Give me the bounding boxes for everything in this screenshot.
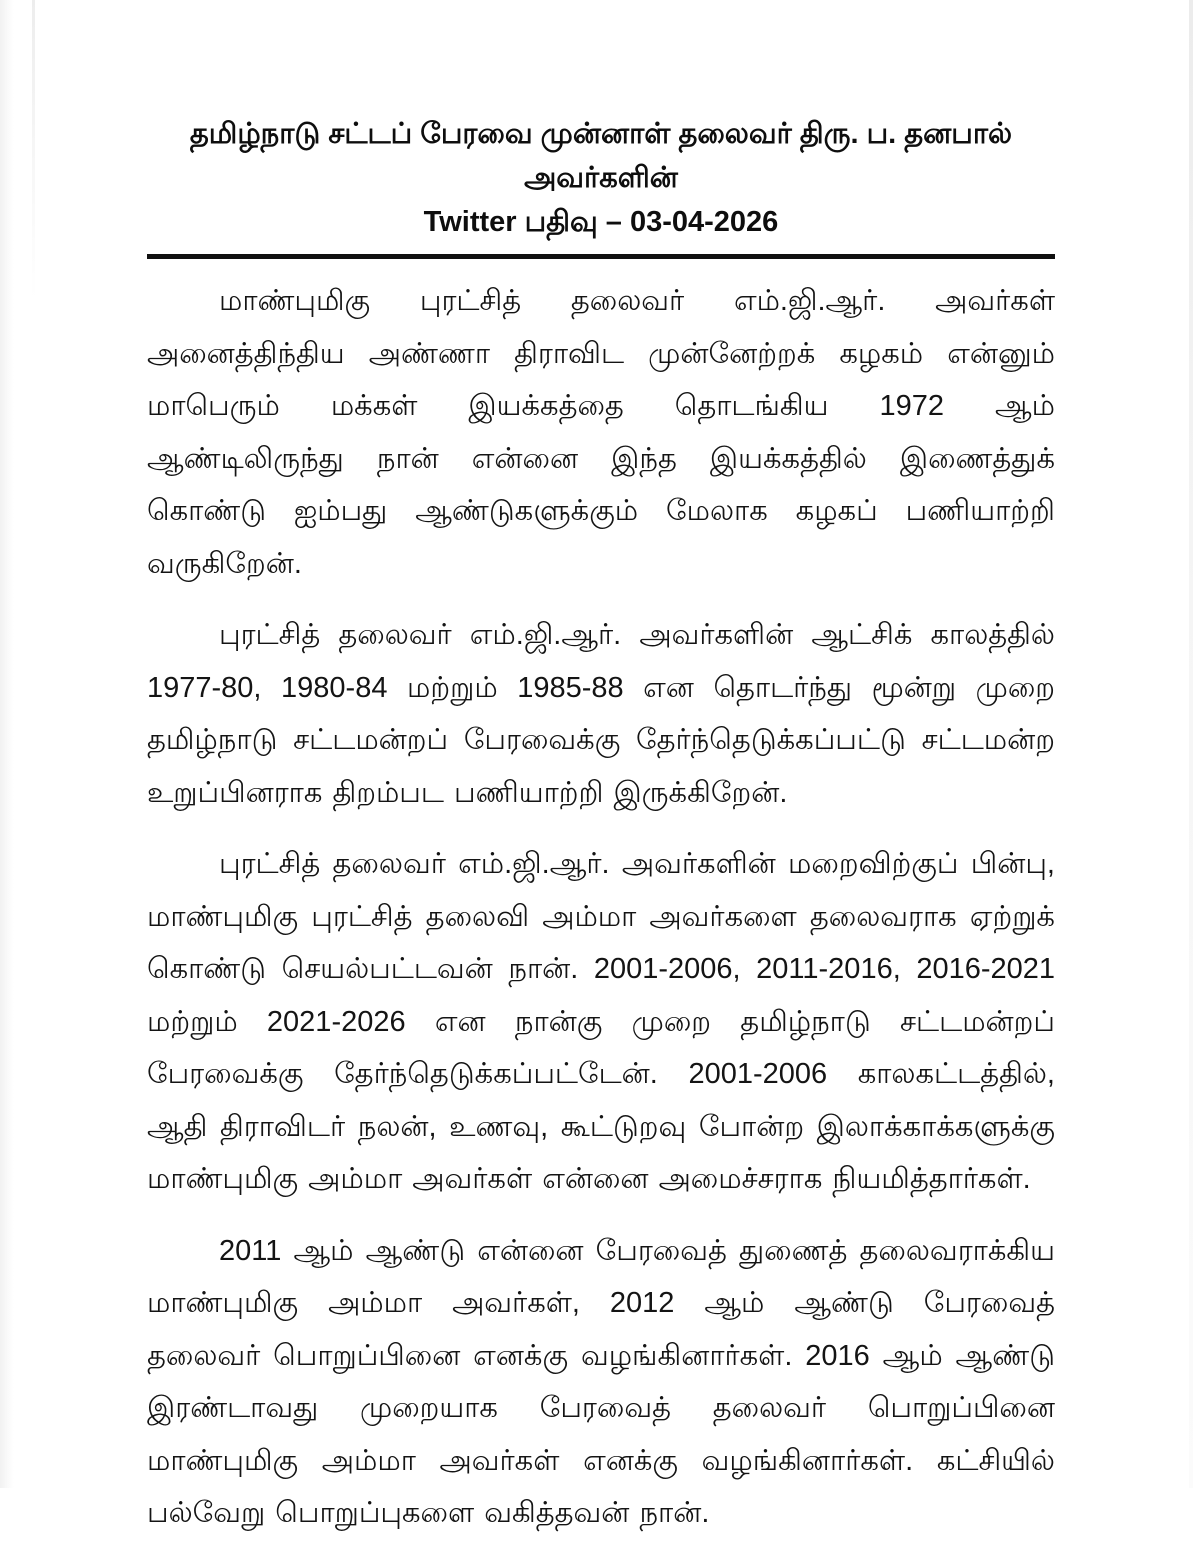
paragraph-4: 2011 ஆம் ஆண்டு என்னை பேரவைத் துணைத் தலைவராக்கிய மாண்புமிகு அம்மா அவர்கள், 2012 ஆம் ஆண்டு பேரவைத் தலைவர் பொறுப்பினை எனக்கு வழங்கினார்கள். 2016 ஆம் ஆண்டு இரண்டாவது முறையாக பேரவைத் தலைவர் பொறுப்பினை மாண்புமிகு அம்மா அவர்கள் எனக்கு வழங்கினார்கள். கட்சியில் பல்வேறு பொறுப்புகளை வகித்தவன் நான். — [147, 1234, 1055, 1529]
title-divider-rule — [147, 254, 1055, 259]
scan-edge-right — [1189, 0, 1193, 1488]
scan-edge-left-line — [32, 0, 35, 300]
title-line-2: Twitter பதிவு – 03-04-2026 — [423, 206, 779, 238]
paragraph-3: புரட்சித் தலைவர் எம்.ஜி.ஆர். அவர்களின் மறைவிற்குப் பின்பு, மாண்புமிகு புரட்சித் தலைவி அம்மா அவர்களை தலைவராக ஏற்றுக் கொண்டு செயல்பட்டவன் நான். 2001-2006, 2011-2016, 2016-2021 மற்றும் 2021-2026 என நான்கு முறை தமிழ்நாடு சட்டமன்றப் பேரவைக்கு தேர்ந்தெடுக்கப்பட்டேன். 2001-2006 காலகட்டத்தில், ஆதி திராவிடர் நலன், உணவு, கூட்டுறவு போன்ற இலாக்காக்களுக்கு மாண்புமிகு அம்மா அவர்கள் என்னை அமைச்சராக நியமித்தார்கள். — [147, 848, 1055, 1195]
scan-edge-left — [0, 0, 14, 1488]
paragraph-1: மாண்புமிகு புரட்சித் தலைவர் எம்.ஜி.ஆர். அவர்கள் அனைத்திந்திய அண்ணா திராவிட முன்னேற்றக் கழகம் என்னும் மாபெரும் மக்கள் இயக்கத்தை தொடங்கிய 1972 ஆம் ஆண்டிலிருந்து நான் என்னை இந்த இயக்கத்தில் இணைத்துக் கொண்டு ஐம்பது ஆண்டுகளுக்கும் மேலாக கழகப் பணியாற்றி வருகிறேன். — [147, 285, 1055, 580]
title-line-1: தமிழ்நாடு சட்டப் பேரவை முன்னாள் தலைவர் திரு. ப. தனபால் அவர்களின் — [189, 118, 1013, 194]
paragraph-2: புரட்சித் தலைவர் எம்.ஜி.ஆர். அவர்களின் ஆட்சிக் காலத்தில் 1977-80, 1980-84 மற்றும் 1985-88 என தொடர்ந்து மூன்று முறை தமிழ்நாடு சட்டமன்றப் பேரவைக்கு தேர்ந்தெடுக்கப்பட்டு சட்டமன்ற உறுப்பினராக திறம்பட பணியாற்றி இருக்கிறேன். — [147, 619, 1055, 809]
document-body — [147, 112, 1055, 1559]
document-title — [147, 112, 1055, 244]
